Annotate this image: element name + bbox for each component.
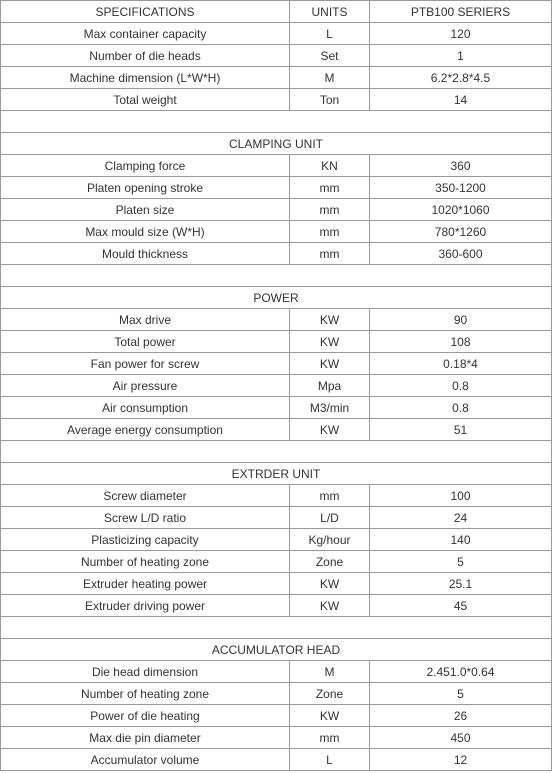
spec-value: 0.8 <box>370 375 552 397</box>
spec-row <box>1 749 552 771</box>
spec-unit: L/D <box>290 507 370 529</box>
spec-name: Platen opening stroke <box>1 177 290 199</box>
spec-row <box>1 309 552 331</box>
spec-name: Machine dimension (L*W*H) <box>1 67 290 89</box>
spec-row <box>1 331 552 353</box>
spec-value: 25.1 <box>370 573 552 595</box>
spec-value: 24 <box>370 507 552 529</box>
spec-name: Max mould size (W*H) <box>1 221 290 243</box>
spec-unit: KW <box>290 331 370 353</box>
spacer-row <box>1 265 552 287</box>
spec-name: Accumulator volume <box>1 749 290 771</box>
spec-name: Number of die heads <box>1 45 290 67</box>
section-title-row <box>1 463 552 485</box>
spec-name: Plasticizing capacity <box>1 529 290 551</box>
spec-value: 26 <box>370 705 552 727</box>
spec-unit: mm <box>290 221 370 243</box>
spec-name: Extruder driving power <box>1 595 290 617</box>
spec-row <box>1 595 552 617</box>
spec-value: 5 <box>370 683 552 705</box>
section-title: EXTRDER UNIT <box>1 463 552 485</box>
spec-value: 360-600 <box>370 243 552 265</box>
spec-row <box>1 45 552 67</box>
spec-unit: Set <box>290 45 370 67</box>
spec-unit: mm <box>290 727 370 749</box>
spacer-row <box>1 441 552 463</box>
spec-row <box>1 67 552 89</box>
section-title: CLAMPING UNIT <box>1 133 552 155</box>
spec-name: Max drive <box>1 309 290 331</box>
spec-unit: mm <box>290 177 370 199</box>
spec-row <box>1 375 552 397</box>
section-title-row <box>1 639 552 661</box>
spec-value: 0.18*4 <box>370 353 552 375</box>
spec-unit: mm <box>290 199 370 221</box>
spec-row <box>1 353 552 375</box>
spec-unit: Zone <box>290 683 370 705</box>
spec-value: 450 <box>370 727 552 749</box>
spec-unit: KW <box>290 419 370 441</box>
spec-row <box>1 199 552 221</box>
spec-name: Die head dimension <box>1 661 290 683</box>
spec-row <box>1 155 552 177</box>
spec-value: 90 <box>370 309 552 331</box>
section-title-row <box>1 133 552 155</box>
spec-unit: M <box>290 661 370 683</box>
spec-name: Fan power for screw <box>1 353 290 375</box>
spec-value: 1 <box>370 45 552 67</box>
spec-value: 0.8 <box>370 397 552 419</box>
spec-row <box>1 573 552 595</box>
spec-name: Total power <box>1 331 290 353</box>
spec-unit: KW <box>290 705 370 727</box>
section-title: ACCUMULATOR HEAD <box>1 639 552 661</box>
spec-value: 140 <box>370 529 552 551</box>
spec-row <box>1 705 552 727</box>
spec-row <box>1 485 552 507</box>
spec-unit: KN <box>290 155 370 177</box>
spec-row <box>1 89 552 111</box>
spec-row <box>1 507 552 529</box>
spec-value: 14 <box>370 89 552 111</box>
spec-row <box>1 551 552 573</box>
spec-value: 5 <box>370 551 552 573</box>
spec-name: Air pressure <box>1 375 290 397</box>
spec-row <box>1 177 552 199</box>
header-specifications: SPECIFICATIONS <box>1 1 290 23</box>
spec-unit: M3/min <box>290 397 370 419</box>
spacer-cell <box>1 617 552 639</box>
spec-value: 51 <box>370 419 552 441</box>
spec-row <box>1 419 552 441</box>
spec-row <box>1 683 552 705</box>
spec-value: 360 <box>370 155 552 177</box>
spec-name: Platen size <box>1 199 290 221</box>
header-row <box>1 1 552 23</box>
spec-unit: L <box>290 749 370 771</box>
spec-row <box>1 727 552 749</box>
spec-value: 108 <box>370 331 552 353</box>
spec-name: Screw L/D ratio <box>1 507 290 529</box>
spec-name: Max container capacity <box>1 23 290 45</box>
spec-name: Max die pin diameter <box>1 727 290 749</box>
spec-unit: KW <box>290 309 370 331</box>
spec-value: 2.451.0*0.64 <box>370 661 552 683</box>
spec-name: Extruder heating power <box>1 573 290 595</box>
spec-value: 12 <box>370 749 552 771</box>
spacer-row <box>1 111 552 133</box>
spec-unit: L <box>290 23 370 45</box>
spec-unit: Zone <box>290 551 370 573</box>
spec-value: 6.2*2.8*4.5 <box>370 67 552 89</box>
spec-name: Number of heating zone <box>1 683 290 705</box>
header-units: UNITS <box>290 1 370 23</box>
spec-unit: mm <box>290 485 370 507</box>
spec-unit: KW <box>290 595 370 617</box>
spacer-cell <box>1 441 552 463</box>
spec-value: 350-1200 <box>370 177 552 199</box>
specifications-table-body <box>1 1 552 771</box>
spec-row <box>1 529 552 551</box>
section-title-row <box>1 287 552 309</box>
spec-unit: M <box>290 67 370 89</box>
spec-unit: Mpa <box>290 375 370 397</box>
spacer-row <box>1 617 552 639</box>
spec-row <box>1 23 552 45</box>
spec-name: Power of die heating <box>1 705 290 727</box>
spec-name: Number of heating zone <box>1 551 290 573</box>
spacer-cell <box>1 265 552 287</box>
header-model: PTB100 SERIERS <box>370 1 552 23</box>
spec-name: Average energy consumption <box>1 419 290 441</box>
spec-unit: KW <box>290 573 370 595</box>
spacer-cell <box>1 111 552 133</box>
spec-row <box>1 243 552 265</box>
spec-name: Total weight <box>1 89 290 111</box>
spec-unit: Kg/hour <box>290 529 370 551</box>
spec-row <box>1 221 552 243</box>
spec-name: Mould thickness <box>1 243 290 265</box>
spec-row <box>1 397 552 419</box>
spec-name: Screw diameter <box>1 485 290 507</box>
section-title: POWER <box>1 287 552 309</box>
spec-unit: Ton <box>290 89 370 111</box>
spec-value: 45 <box>370 595 552 617</box>
spec-value: 1020*1060 <box>370 199 552 221</box>
spec-value: 100 <box>370 485 552 507</box>
spec-value: 120 <box>370 23 552 45</box>
spec-unit: mm <box>290 243 370 265</box>
spec-row <box>1 661 552 683</box>
spec-name: Air consumption <box>1 397 290 419</box>
spec-name: Clamping force <box>1 155 290 177</box>
spec-value: 780*1260 <box>370 221 552 243</box>
spec-unit: KW <box>290 353 370 375</box>
